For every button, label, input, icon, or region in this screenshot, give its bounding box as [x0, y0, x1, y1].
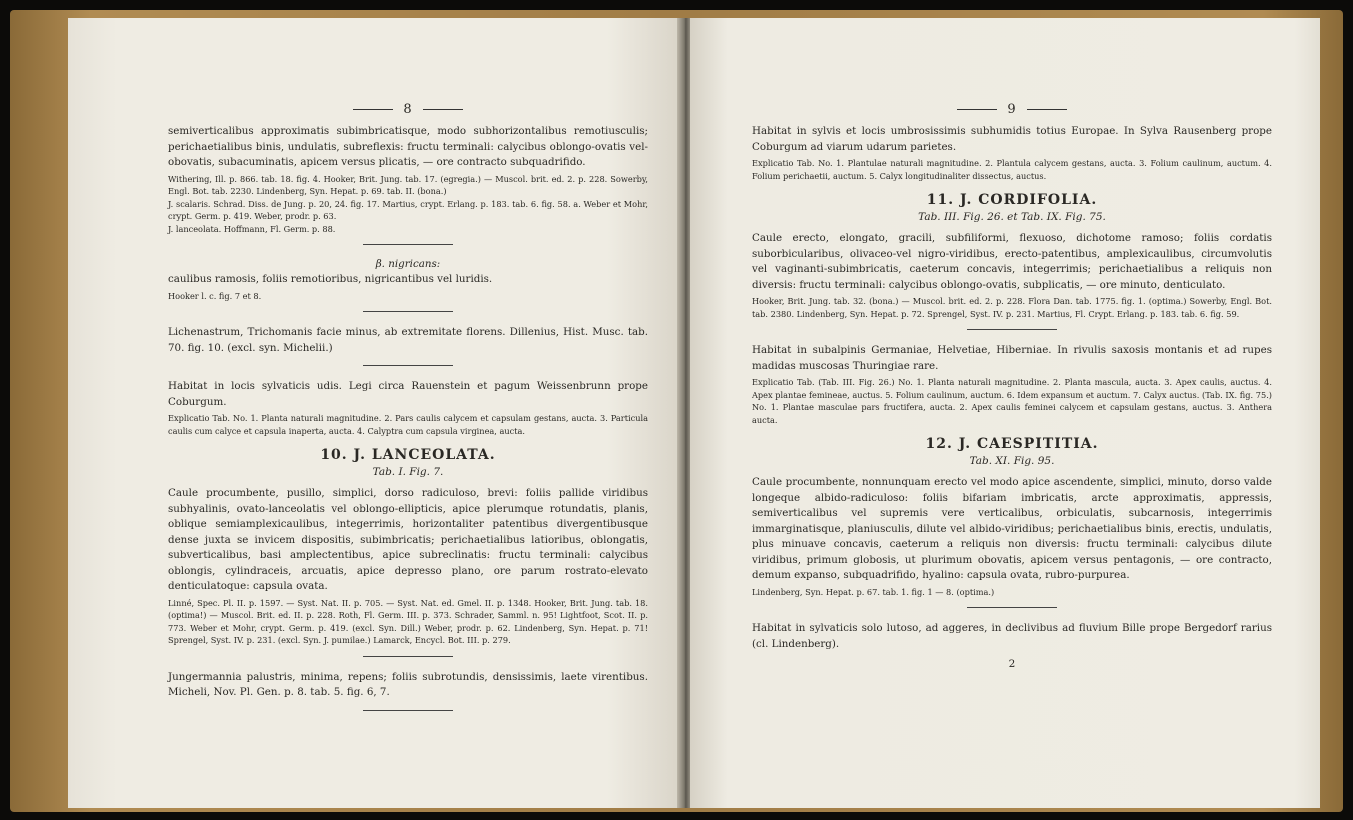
- divider: [363, 311, 453, 312]
- variety-text: caulibus ramosis, foliis remotioribus, nigricantibus vel luridis.: [168, 273, 493, 285]
- species-references: Lindenberg, Syn. Hepat. p. 67. tab. 1. fig. 1 — 8. (optima.): [752, 586, 995, 597]
- divider: [363, 656, 453, 657]
- right-page: [690, 18, 1320, 808]
- divider: [363, 365, 453, 366]
- species-title: 11. J. CORDIFOLIA.: [926, 192, 1098, 208]
- reference-line: J. scalaris. Schrad. Diss. de Jung. p. 20, 24. fig. 17. Martius, crypt. Erlang. p. 183. tab. 6. fig. 58. a. Weber et Mohr, crypt. Germ. p. 419. Weber, prodr. p. 63.: [168, 198, 648, 221]
- lichenastrum-paragraph: Lichenastrum, Trichomanis facie minus, ab extremitate florens. Dillenius, Hist. Musc. tab. 70. fig. 10. (excl. syn. Michelii.): [168, 326, 648, 354]
- divider: [363, 244, 453, 245]
- species-plate-ref: Tab. XI. Fig. 95.: [969, 455, 1055, 467]
- reference-block: [168, 173, 648, 236]
- species-title: 10. J. LANCEOLATA.: [320, 447, 496, 463]
- page-number: 9: [752, 102, 1272, 124]
- habitat-paragraph: Habitat in subalpinis Germaniae, Helvetiae, Hiberniae. In rivulis saxosis montanis et ad rupes madidas muscosas Thuringiae rare.: [752, 344, 1272, 372]
- page-number: 8: [168, 102, 648, 124]
- habitat-paragraph: Habitat in sylvaticis solo lutoso, ad aggeres, in declivibus ad fluvium Bille prope Bergedorf rarius (cl. Lindenberg).: [752, 622, 1272, 650]
- explicatio-paragraph: Explicatio Tab. No. 1. Plantulae naturali magnitudine. 2. Plantula calycem gestans, aucta. 3. Folium caulinum, auctum. 4. Folium perichaetii, auctum. 5. Calyx longitudinaliter dissectus, auctus.: [752, 158, 1272, 181]
- habitat-paragraph: Habitat in sylvis et locis umbrosissimis subhumidis totius Europae. In Sylva Rausenberg prope Coburgum ad viarum udarum parietes.: [752, 125, 1272, 153]
- jungermannia-paragraph: Jungermannia palustris, minima, repens; foliis subrotundis, densissimis, laete virentibus. Micheli, Nov. Pl. Gen. p. 8. tab. 5. fig. 6, 7.: [168, 670, 648, 698]
- species-description: Caule procumbente, pusillo, simplici, dorso radiculoso, brevi: foliis pallide viridibus subhyalinis, ovato-lanceolatis vel oblongo-ellipticis, apice plerumque rotundatis, planis, oblique semiamplexicaulibus, integerrimis, horizontaliter patentibus divergentibusque dense juxta se invicem dispositis, subimbricatis; perichaetialibus latioribus, oblongatis, subverticalibus, basi amplectentibus, apice subreclinatis: fructu terminali: calycibus oblongis, cylindraceis, arcuatis, apice depresso plano, ore parum rostrato-elevato denticulatoque: capsula ovata.: [168, 487, 648, 592]
- species-description: Caule erecto, elongato, gracili, subfiliformi, flexuoso, dichotome ramoso; foliis cordatis suborbicularibus, olivaceo-vel nigro-viridibus, erecto-patentibus, amplexicaulibus, circumvolutis vel vaginanti-subimbricatis, caeterum concavis, integerrimis; perichaetialibus a reliquis non diversis: fructu terminali: calycibus oblongo-ovatis, subplicatis, — ore minuto, denticulato.: [752, 232, 1272, 291]
- divider: [967, 329, 1057, 330]
- species-title: 12. J. CAESPITITIA.: [925, 436, 1099, 452]
- habitat-paragraph: Habitat in locis sylvaticis udis. Legi circa Rauenstein et pagum Weissenbrunn prope Coburgum.: [168, 380, 648, 408]
- signature-mark: 2: [1008, 658, 1016, 670]
- reference-line: Withering, Ill. p. 866. tab. 18. fig. 4. Hooker, Brit. Jung. tab. 17. (egregia.) — Muscol. brit. ed. 2. p. 228. Sowerby, Engl. Bot. tab. 2230. Lindenberg, Syn. Hepat. p. 69. tab. II. (bona.): [168, 173, 648, 196]
- species-references: Hooker, Brit. Jung. tab. 32. (bona.) — Muscol. brit. ed. 2. p. 228. Flora Dan. tab. 1775. fig. 1. (optima.) Sowerby, Engl. Bot. tab. 2380. Lindenberg, Syn. Hepat. p. 72. Sprengel, Syst. IV. p. 231. Martius, Fl. Crypt. Erlang. p. 183. tab. 6. fig. 59.: [752, 296, 1272, 319]
- reference-line: J. lanceolata. Hoffmann, Fl. Germ. p. 88.: [168, 223, 336, 234]
- variety-label: β. nigricans:: [375, 258, 441, 270]
- species-description: Caule procumbente, nonnunquam erecto vel modo apice ascendente, simplici, minuto, dorso valde longeque albido-radiculoso: foliis bifariam imbricatis, arcte approximatis, appressis, semiverticalibus vel supremis vere verticalibus, orbiculatis, subcarnosis, integerrimis immarginatisque, planiusculis, dilute vel albido-viridibus; perichaetialibus binis, erectis, undulatis, plus minuave concavis, caeterum a reliquis non diversis: fructu terminali: calycibus dilute viridibus, primum globosis, ut plurimum obovatis, apicem versus pentagonis, — ore contracto, demum expanso, subquadrifido, hyalino: capsula ovata, rubro-purpurea.: [752, 476, 1272, 581]
- species-references: Linné, Spec. Pl. II. p. 1597. — Syst. Nat. II. p. 705. — Syst. Nat. ed. Gmel. II. p. 1348. Hooker, Brit. Jung. tab. 18. (optima!) — Muscol. Brit. ed. II. p. 228. Roth, Fl. Germ. III. p. 373. Schrader, Samml. n. 95! Lightfoot, Scot. II. p. 773. Weber et Mohr, crypt. Germ. p. 419. (excl. Syn. Dill.) Weber, prodr. p. 62. Lindenberg, Syn. Hepat. p. 71! Sprengel, Syst. IV. p. 231. (excl. Syn. J. pumilae.) Lamarck, Encycl. Bot. III. p. 279.: [168, 597, 648, 645]
- variety-reference: Hooker l. c. fig. 7 et 8.: [168, 290, 262, 301]
- explicatio-paragraph: Explicatio Tab. (Tab. III. Fig. 26.) No. 1. Planta naturali magnitudine. 2. Planta mascula, aucta. 3. Apex caulis, auctus. 4. Apex plantae femineae, auctus. 5. Folium caulinum, auctum. 6. Idem expansum et auctum. 7. Calyx auctus. (Tab. IX. fig. 75.) No. 1. Plantae masculae pars fructifera, aucta. 2. Apex caulis feminei calycem et capsulam gestans, auctus. 3. Anthera aucta.: [752, 377, 1272, 425]
- left-page: [68, 18, 681, 808]
- divider: [363, 710, 453, 711]
- divider: [967, 607, 1057, 608]
- species-plate-ref: Tab. I. Fig. 7.: [372, 466, 444, 478]
- intro-paragraph: semiverticalibus approximatis subimbricatisque, modo subhorizontalibus remotiusculis; perichaetialibus binis, undulatis, subreflexis: fructu terminali: calycibus oblongo-ovatis vel-obovatis, subacuminatis, apicem versus plicatis, — ore contracto subquadrifido.: [168, 125, 648, 168]
- species-plate-ref: Tab. III. Fig. 26. et Tab. IX. Fig. 75.: [918, 211, 1106, 223]
- explicatio-paragraph: Explicatio Tab. No. 1. Planta naturali magnitudine. 2. Pars caulis calycem et capsulam gestans, aucta. 3. Particula caulis cum calyce et capsula inaperta, aucta. 4. Calyptra cum capsula virginea, aucta.: [168, 413, 648, 436]
